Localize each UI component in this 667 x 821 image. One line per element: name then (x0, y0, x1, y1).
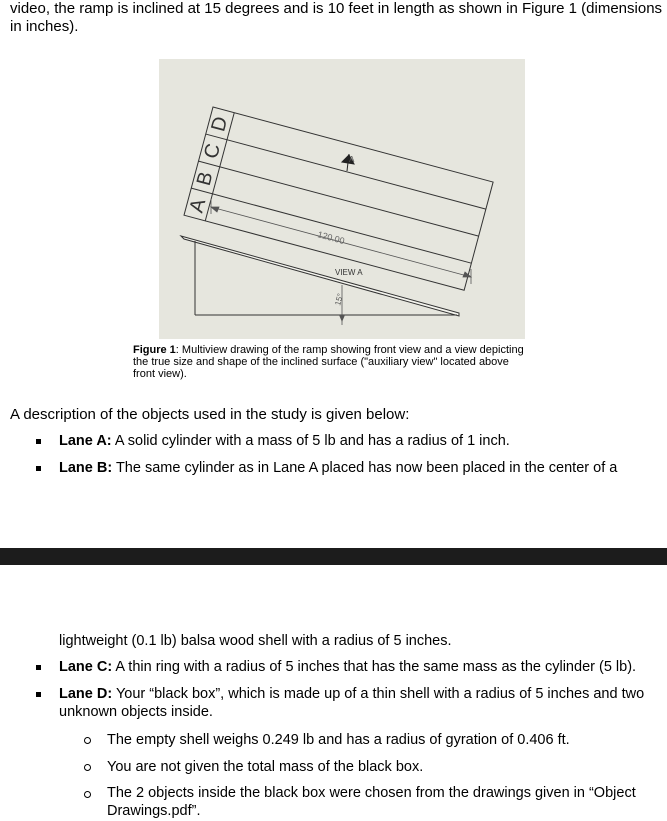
lane-label: Lane D: (59, 686, 113, 702)
sub-bullet (84, 764, 91, 771)
description-intro: A description of the objects used in the study is given below: (10, 406, 410, 423)
sub-item: You are not given the total mass of the black box. (107, 759, 424, 775)
bullet (36, 665, 41, 670)
auxiliary-view (184, 107, 493, 290)
lane-label: Lane B: (59, 460, 113, 476)
dimension-value: 120.00 (316, 229, 346, 247)
intro-paragraph: video, the ramp is inclined at 15 degrees and is 10 feet in length as shown in Figure 1 (dimensions in inches). (10, 0, 663, 35)
lane-text: The same cylinder as in Lane A placed has now been placed in the center of a (112, 460, 618, 476)
list-item-lane-d (59, 685, 659, 721)
caption-label: Figure 1 (133, 344, 176, 356)
angle-label: 15° (333, 292, 346, 307)
bullet (36, 466, 41, 471)
lane-letter: C (200, 141, 226, 161)
lane-text: A thin ring with a radius of 5 inches that has the same mass as the cylinder (5 lb). (112, 659, 637, 675)
caption-text: : Multiview drawing of the ramp showing front view and a view depicting the true size and shape of the inclined surface ("auxiliary view" located above front view). (133, 344, 524, 380)
lane-text: A solid cylinder with a mass of 5 lb and has a radius of 1 inch. (111, 433, 510, 449)
list-item-lane-b (59, 459, 659, 477)
page-break-bar (0, 548, 667, 565)
front-view (181, 236, 459, 316)
lane-letter: A (185, 196, 211, 216)
ramp-drawing (159, 59, 525, 339)
sub-item: The empty shell weighs 0.249 lb and has a radius of gyration of 0.406 ft. (107, 732, 570, 748)
bullet (36, 439, 41, 444)
list-item-lane-c (59, 658, 664, 676)
sub-bullet (84, 791, 91, 798)
lane-letter: B (192, 169, 218, 189)
view-label: VIEW A (335, 268, 363, 277)
figure-caption (133, 344, 533, 380)
sub-item: The 2 objects inside the black box were chosen from the drawings given in “Object Drawings.pdf”. (107, 785, 636, 819)
lane-letter: D (207, 114, 233, 134)
lane-text: Your “black box”, which is made up of a thin shell with a radius of 5 inches and two unknown objects inside. (59, 686, 645, 720)
arrow-label: A (349, 155, 355, 164)
list-item-lane-a (59, 432, 659, 450)
lane-b-continuation: lightweight (0.1 lb) balsa wood shell with a radius of 5 inches. (59, 633, 452, 649)
lane-label: Lane A: (59, 433, 112, 449)
ramp-figure (159, 59, 525, 339)
sub-bullet (84, 737, 91, 744)
lane-label: Lane C: (59, 659, 113, 675)
bullet (36, 692, 41, 697)
